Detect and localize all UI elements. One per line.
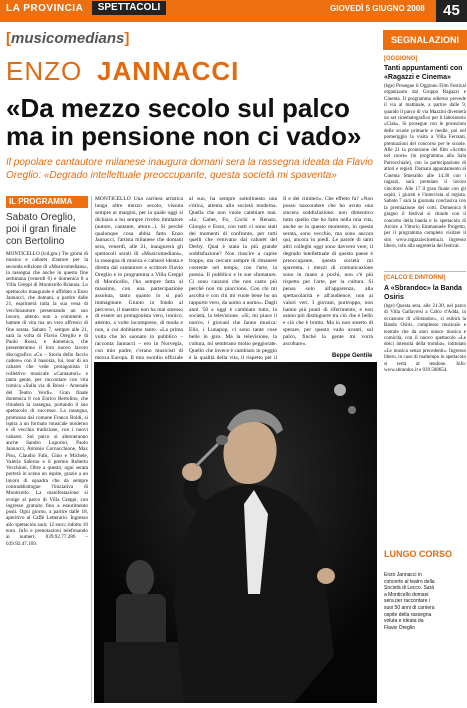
segnalazione-2-text: (bge) Questa sera, alle 21.30, nel parco di Villa Gallavresi a Calco d'Adda, in occasione di «Sbrandoc», si esibirà la Banda Osiris, complesso musicale e teatrale che da anni unisce musica e comicità, con il nuovo spettacolo «Le dolci intensità della tromba», intitolato «Le musica senza precedenti». Ingresso libero, in caso di maltempo lo spettacolo si terrà al tendone. Info: www.sbrandoc.it e 039.508654. bbox=[384, 304, 466, 374]
segnalazioni-bar: SEGNALAZIONI bbox=[383, 30, 467, 50]
kicker-close-bracket: ] bbox=[124, 30, 130, 47]
segnalazione-2-title: A «Sbrandoc» la Banda Osiris bbox=[384, 285, 462, 301]
segnalazione-1-tag: [OGGIONO] bbox=[384, 56, 418, 62]
sidebar-label: IL PROGRAMMA bbox=[6, 196, 88, 208]
segnalazione-1-text: (bge) Prosegue il Oggiono Film Festival organizzato dal Gruppo Ragazzi e Cinema. Il programma odierno prevede il via al mattinale, a partire dalle 9, quando il parco di via Mazzini diventerà un set cinematografico per il laboratorio «Ciak». Si prosegue con le proiezioni delle scuole primarie e medie, poi nel pomeriggio la visita a Villa Ferranti, premiazioni del concorso per le scuole. Alle 21 la proiezione del film «Scritto nel cuore» (in programma alla Sala Parrocchiale), con la partecipazione di attori e registi. Domani appuntamento al Cinema Smeraldo alle 14.30 con i ragazzi, sarà premiato il lavoro vincitore. Alle 17 il gran finale con gli ospiti, i giurati e l'intervista al regista. Sabato 7 sarà la giornata conclusiva con la premiazione dei corti. Domenica 8 giugno il festival si chiude con il concerto della banda e lo spettacolo di Arcore a Vittorio Emmanuele Progetto, per il programma completo visitare il sito www.ragazziecinema.it. Ingresso libero, info alla segreteria del festival. bbox=[384, 84, 466, 250]
column-divider bbox=[91, 196, 92, 703]
headline: «Da mezzo secolo sul palco ma in pensione non ci vado» bbox=[6, 93, 362, 151]
author-first-name: ENZO bbox=[6, 56, 83, 86]
author-signature: Beppe Gentile bbox=[332, 353, 373, 359]
article-column-3: Il e dei cimiteri». Che effetto fa? «Non posso nascondere che ho avuto una sincera soddisfazione: non dimentico tutto quello che ho fatto nella mia vita, anche se in questo momento, in questa serata, sono vecchio, ma sono ancora qui, ancora in piedi. Le parole di tanti altri colleghi oggi sono davvero vere, il degrado intellettuale di questo paese è preoccupante, questa società mi spaventa, i mezzi di comunicazione sono in mano a pochi, non c'è più rispetto per l'arte, per la cultura. Si pensa solo all'apparenza, alla spettacolarità e all'audience, non ai valori veri. I giovani, purtroppo, non hanno più punti di riferimento, e non sanno più distinguere tra ciò che è bello e ciò che è brutto. Ma io non smetto di sperare, per questo vado avanti, sul palco, finché la gente mi vorrà ascoltare». bbox=[283, 196, 373, 348]
author-last-name: JANNACCI bbox=[97, 56, 240, 86]
photo-caption-title: LUNGO CORSO bbox=[384, 549, 453, 559]
right-column-divider bbox=[384, 271, 466, 272]
photo-caption-text: Enzo Jannacci in concerto al teatro della Società di Lecco. Sarà a Monticello domani sera per raccontare i suoi 50 anni di carriera ospite della rassegna voluta e ideata da Flavio Oreglio bbox=[384, 572, 435, 631]
article-column-1: MONTICELLO Una carriera artistica lunga oltre mezzo secolo, vissuta sempre ai margini, per la quale oggi si dichiara a lui sempre rivolto limitatore (autore, cantante, attore...). Si perché qualunque cosa abbia fatto Enzo Jannacci, l'artista milanese che domani sera, venerdì, alle 21, inaugurerà gli spettacoli serali di «Musicomedians», la rassegna di musica e cabaret ideata e diretta dal cantautore e scrittore Flavio Oreglio e in programma a Villa Greppi di Monticello, l'ha sempre fatta al massimo, con una partecipazione assoluta, tanto quanto lo si può immaginare. Giunto in fondo al percorso, il maestro non ha mai smesso di essere un protagonista vero, ironico, attento, a volte incompreso, di moda e non, a cui dobbiamo tanto. «La prima volta che ho suonato in pubblico – racconta Jannacci – ero in Norvegia, con mio padre, c'erano musicisti di mezza Europa. Il mio esordio ufficiale bbox=[95, 196, 183, 361]
kicker bbox=[6, 30, 129, 47]
issue-date: GIOVEDÌ 5 GIUGNO 2008 bbox=[330, 4, 425, 13]
subheadline: Il popolare cantautore milanese inaugura domani sera la rassegna ideata da Flavio Oreglio: «Degrado intellettuale preoccupante, questa società mi spaventa» bbox=[6, 157, 373, 181]
section-label: SPETTACOLI bbox=[92, 1, 166, 15]
segnalazione-1-title: Tanti appuntamenti con «Ragazzi e Cinema» bbox=[384, 65, 463, 81]
article-column-2: al suo, ha sempre sottolineato una critica, attenta alla società moderna. Quella che non vuole cambiare mai. «Io, Gaber, Fo, Cochi e Renato, Giorgio e Enzo, con tutti ci sono stati dei momenti di confronto, per tutti quelli che venivano dal cabaret del Derby. Qual è stata la più grande soddisfazione? Non riuscire a capire troppo, ma cercare sempre di rimanere coerente nel tempo, con l'arte, la poesia. Il pubblico e le sue sfumature. Ci sono canzoni che non canto più perché non mi piacciono. Con chi mi ascolta e con chi mi vuole bene ho un rapporto vero, da uomo a uomo». Dagli anni '50 a oggi è cambiato tutto, la società, la televisione. «Sì, mi piace il nuovo, i giovani che fanno musica: Elio, i Lunapop, ci sono tante cose belle in giro. Ma la televisione, la cultura, mi sembrano molto peggiorate. Quello che invece è cambiato in peggio è la qualità della vita, il rispetto per il bbox=[189, 196, 277, 361]
kicker-open-bracket: [ bbox=[6, 30, 11, 47]
sidebar-text: MONTICELLO (lcd.gm.) Tre giorni di musica e cabaret d'autore per la seconda edizione di «Musicomedians», la rassegna che anche in questo fine settimana (venerdì 6) e domenica 8 a Villa Greppi di Monticello Brianza. Lo spettacolo inaugurale è affidato a Enzo Jannacci, che domani, a partire dalle 21, esprimerà tutta la sua vena di vecchioautore presentando un suo lavoro, attento non a commenti e battute di vita ma un vero affresco di fine serata. Sabato 7, sempre alle 21, sarà la volta di Flavio Oreglio e di Paolo Rossi, e domenica, che presenteranno il loro nuovo lavoro discografico «Cu – Storia dello faccio cadere» con il bassista, lui, tour di un cabaret che vede protagonista il collettivo musicale «Cantautori» e tanta gente, per raccontare con vita comica «Sulla via di Rossi - Arsenale del Teatro Verdi». Gran finale domenica 8 con Enrico Bertolino, che chiuderà la rassegna, portando il suo spettacolo di successo. La rassegna, promossa dal comune Franco Boldi, si ispira a un formato musicale moderno e di vecchia tradizione, con i nuovi cabaret. Sul palco si alterneranno anche Sandro Luporini, Paolo Jannacci, Antonio Cornacchione, Max Pisu, Claudio Fabi, Gino e Michele, Valeria Salerno e il premio Roberto Vecchioni. Oltre a questo, ogni serata porterà in scena un ospite, grazie a un lavoro di squadra che da sempre contraddistingue l'iniziativa di Monticello. La manifestazione si svolge al parco di Villa Greppi, con ingresso gratuito fino a esaurimento posti. Ogni giorno, a partire dalle 18, aperitivo al Caffè Letterario. Ingresso allo spettacolo sarà: 12 euro; ridotto 10 euro. Info e prenotazioni telefonando ai numeri: 039.92.77.286 – 039.92.47.169. bbox=[6, 251, 88, 547]
performer-illustration bbox=[94, 362, 377, 703]
page-number: 45 bbox=[436, 0, 467, 22]
segnalazione-2-tag: [CALCO E DINTORNI] bbox=[384, 275, 446, 281]
newspaper-name: LA PROVINCIA bbox=[6, 3, 84, 14]
sidebar-title: Sabato Oreglio, poi il gran finale con Bertolino bbox=[6, 212, 77, 247]
kicker-text: musicomedians bbox=[11, 30, 125, 47]
concert-photo bbox=[94, 362, 377, 703]
